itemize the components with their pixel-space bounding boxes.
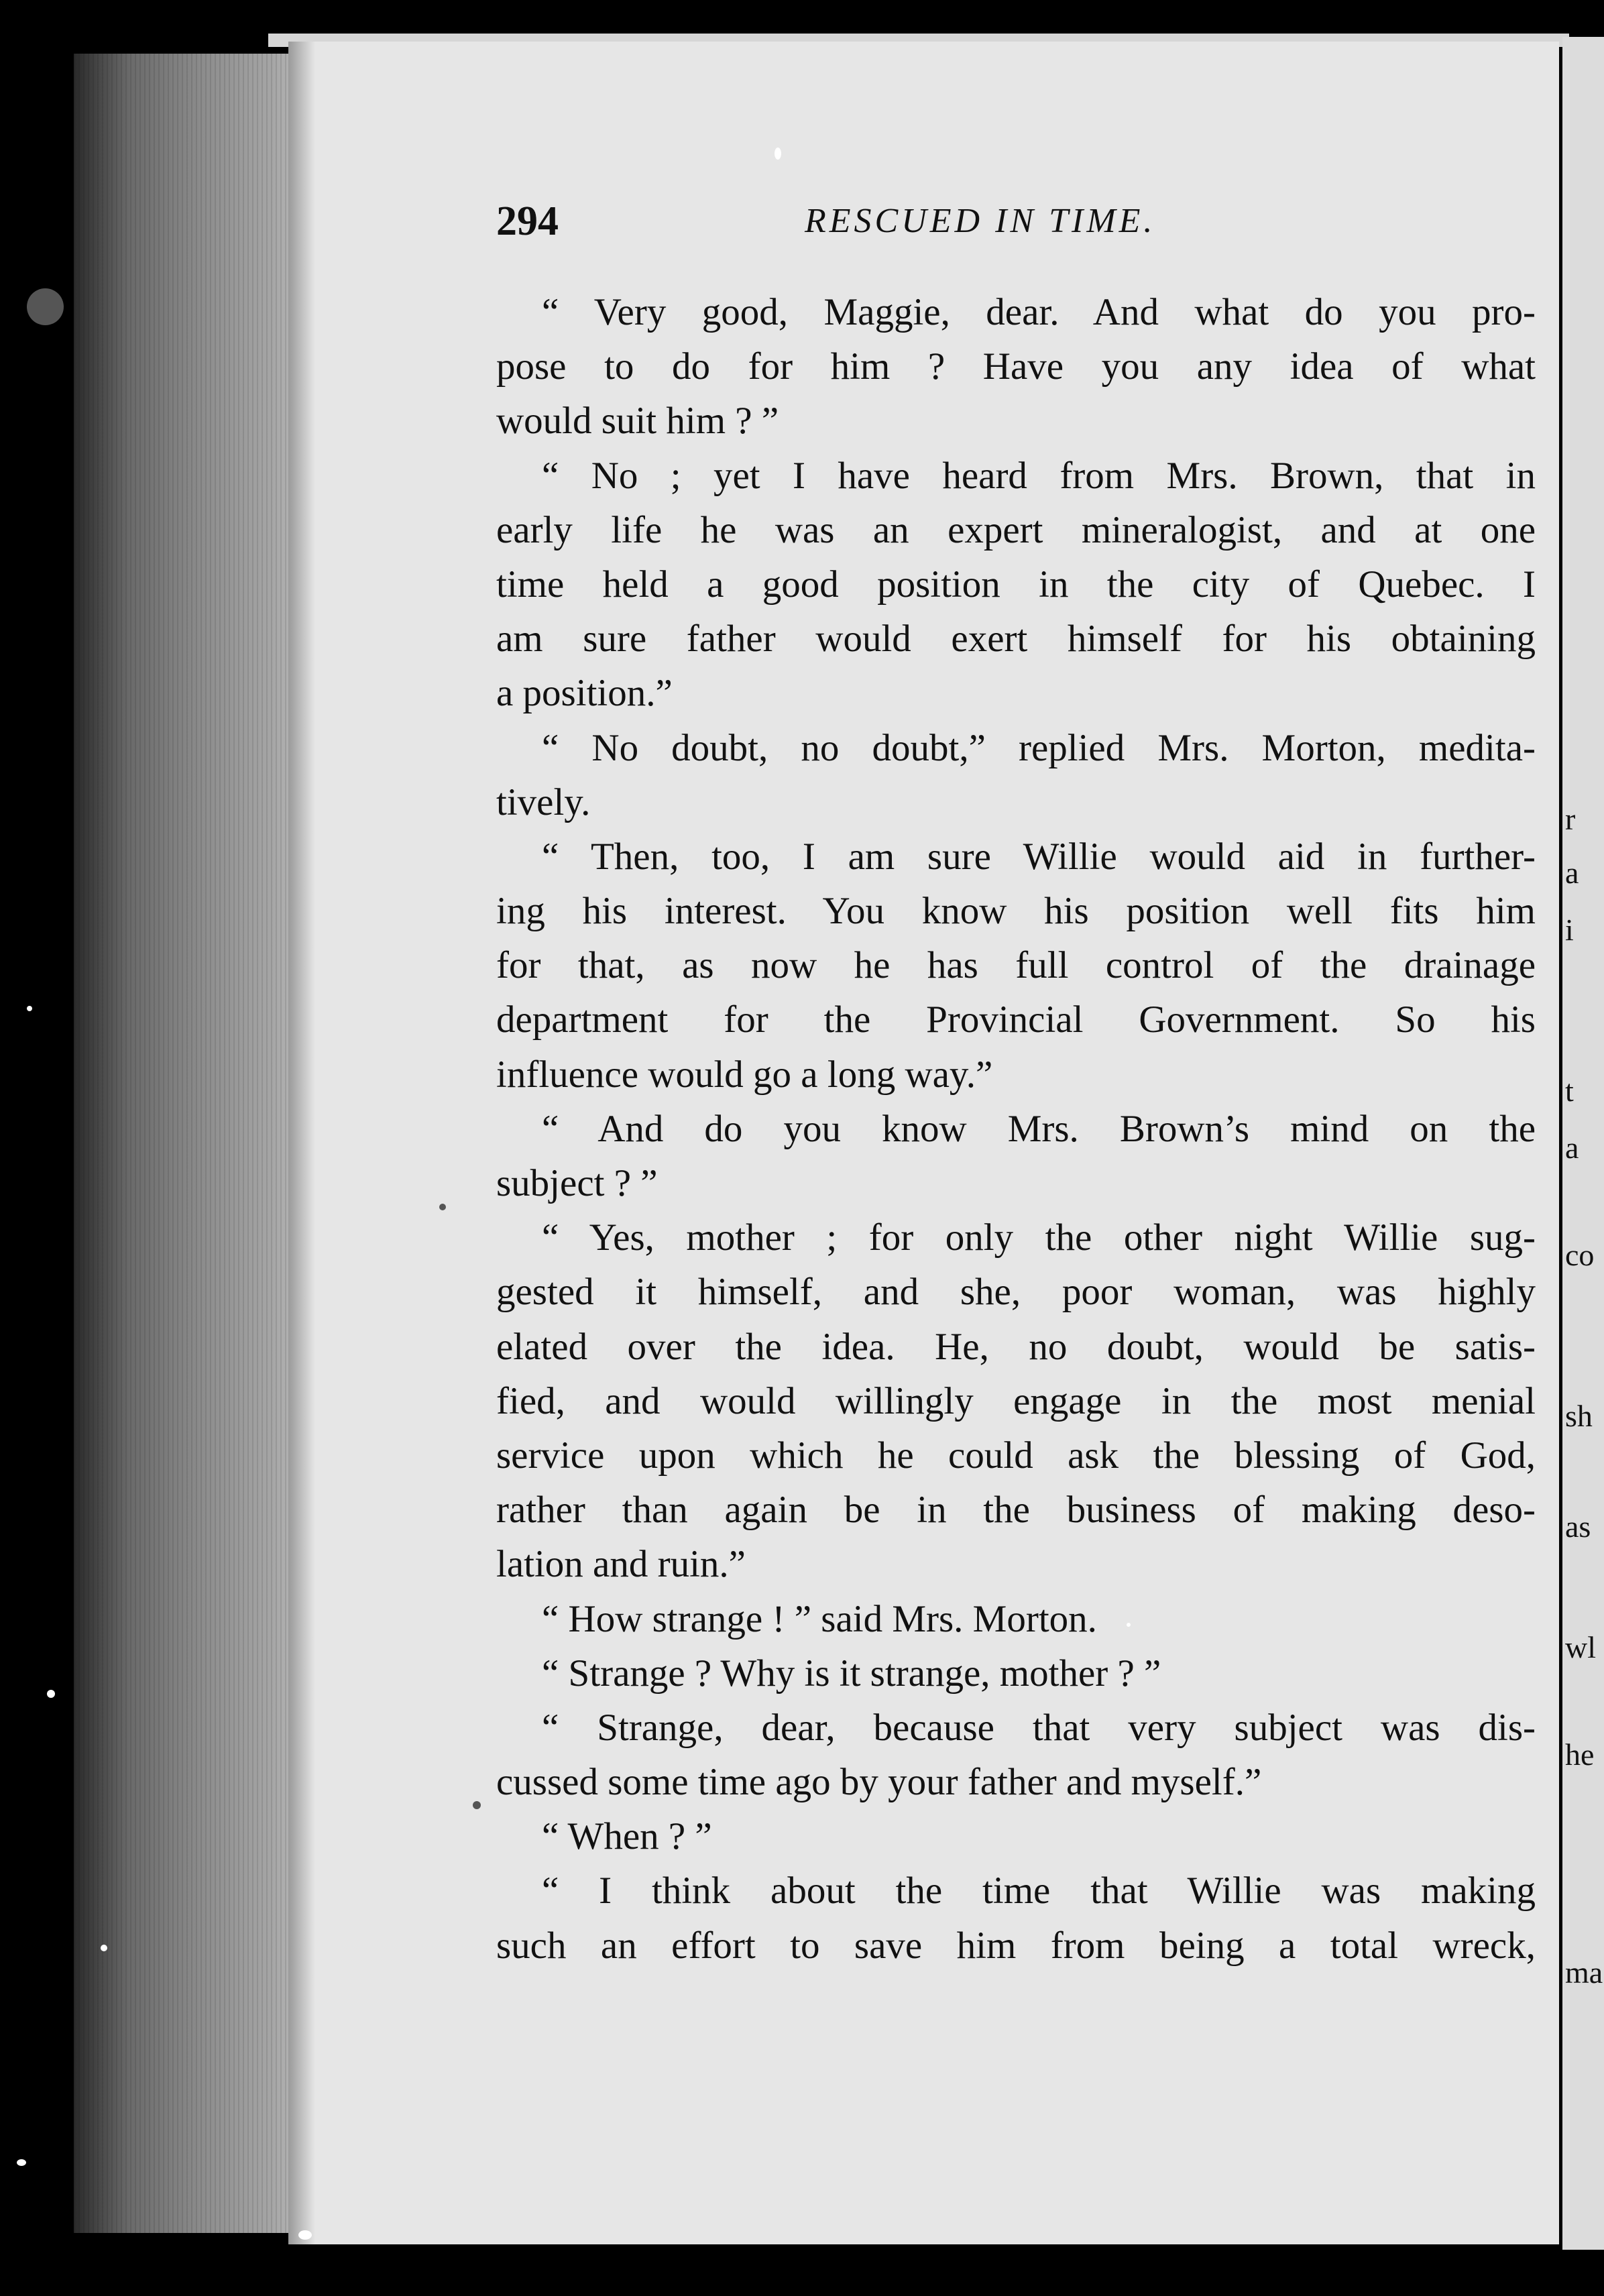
scan-speck (298, 2230, 312, 2240)
text-line: “ Strange, dear, because that very subject was dis- (542, 1706, 1536, 1749)
scan-speck (473, 1801, 481, 1809)
text-line: cussed some time ago by your father and myself.” (496, 1761, 1262, 1804)
text-line: gested it himself, and she, poor woman, was highly (496, 1271, 1536, 1314)
next-page-sliver (1562, 37, 1604, 2250)
text-line: “ How strange ! ” said Mrs. Morton. (542, 1597, 1097, 1640)
text-line: early life he was an expert mineralogist, and at one (496, 508, 1536, 551)
text-line: “ I think about the time that Willie was making (542, 1870, 1536, 1912)
scan-speck (439, 1204, 446, 1210)
next-page-fragment: wl (1565, 1630, 1596, 1664)
next-page-fragment: a (1565, 856, 1579, 890)
scan-speck (1127, 1623, 1131, 1627)
next-page-fragment: a (1565, 1131, 1579, 1165)
scan-speck (775, 148, 781, 160)
text-line: ing his interest. You know his position well fits him (496, 890, 1536, 933)
page-header (496, 198, 1536, 251)
text-line: “ And do you know Mrs. Brown’s mind on the (542, 1107, 1536, 1150)
text-line: time held a good position in the city of Quebec. I (496, 563, 1536, 606)
next-page-fragment: sh (1565, 1399, 1593, 1433)
page-stack-edges (74, 54, 295, 2233)
text-line: “ Very good, Maggie, dear. And what do you pro- (542, 291, 1536, 333)
scan-speck (47, 1690, 55, 1698)
scan-speck (101, 1945, 107, 1951)
text-line: tively. (496, 781, 591, 823)
text-line: elated over the idea. He, no doubt, would be satis- (496, 1325, 1536, 1368)
text-line: am sure father would exert himself for his obtaining (496, 618, 1536, 661)
text-line: department for the Provincial Government. So his (496, 998, 1536, 1041)
scan-speck (27, 288, 64, 325)
text-line: “ No doubt, no doubt,” replied Mrs. Morton, medita- (542, 726, 1536, 769)
next-page-fragment: i (1565, 913, 1574, 947)
scan-speck (17, 2159, 26, 2166)
text-line: lation and ruin.” (496, 1543, 746, 1586)
next-page-fragment: ma (1565, 1955, 1603, 1990)
scan-speck (27, 1006, 32, 1011)
text-line: rather than again be in the business of making deso- (496, 1489, 1536, 1532)
next-page-fragment: as (1565, 1509, 1591, 1544)
text-line: “ When ? ” (542, 1815, 712, 1858)
text-line: for that, as now he has full control of the drainage (496, 944, 1536, 987)
text-line: “ Strange ? Why is it strange, mother ? ” (542, 1652, 1161, 1695)
text-line: a position.” (496, 672, 673, 715)
next-page-fragment: r (1565, 802, 1576, 836)
text-line: “ Then, too, I am sure Willie would aid in further- (542, 835, 1536, 878)
gutter-shadow (288, 42, 315, 2244)
text-line: influence would go a long way.” (496, 1053, 993, 1096)
text-line: such an effort to save him from being a total wreck, (496, 1924, 1536, 1967)
text-line: “ Yes, mother ; for only the other night Willie sug- (542, 1216, 1536, 1259)
text-line: “ No ; yet I have heard from Mrs. Brown, that in (542, 454, 1536, 497)
text-line: service upon which he could ask the blessing of God, (496, 1434, 1536, 1477)
running-head: RESCUED IN TIME. (805, 202, 1156, 240)
body-text (496, 285, 1536, 1973)
next-page-fragment: t (1565, 1074, 1574, 1108)
text-line: pose to do for him ? Have you any idea of what (496, 345, 1536, 388)
next-page-fragment: co (1565, 1238, 1595, 1272)
page-number: 294 (496, 198, 559, 244)
text-line: would suit him ? ” (496, 400, 779, 443)
text-line: fied, and would willingly engage in the most menial (496, 1379, 1536, 1422)
next-page-fragment: he (1565, 1737, 1595, 1772)
text-line: subject ? ” (496, 1162, 658, 1204)
